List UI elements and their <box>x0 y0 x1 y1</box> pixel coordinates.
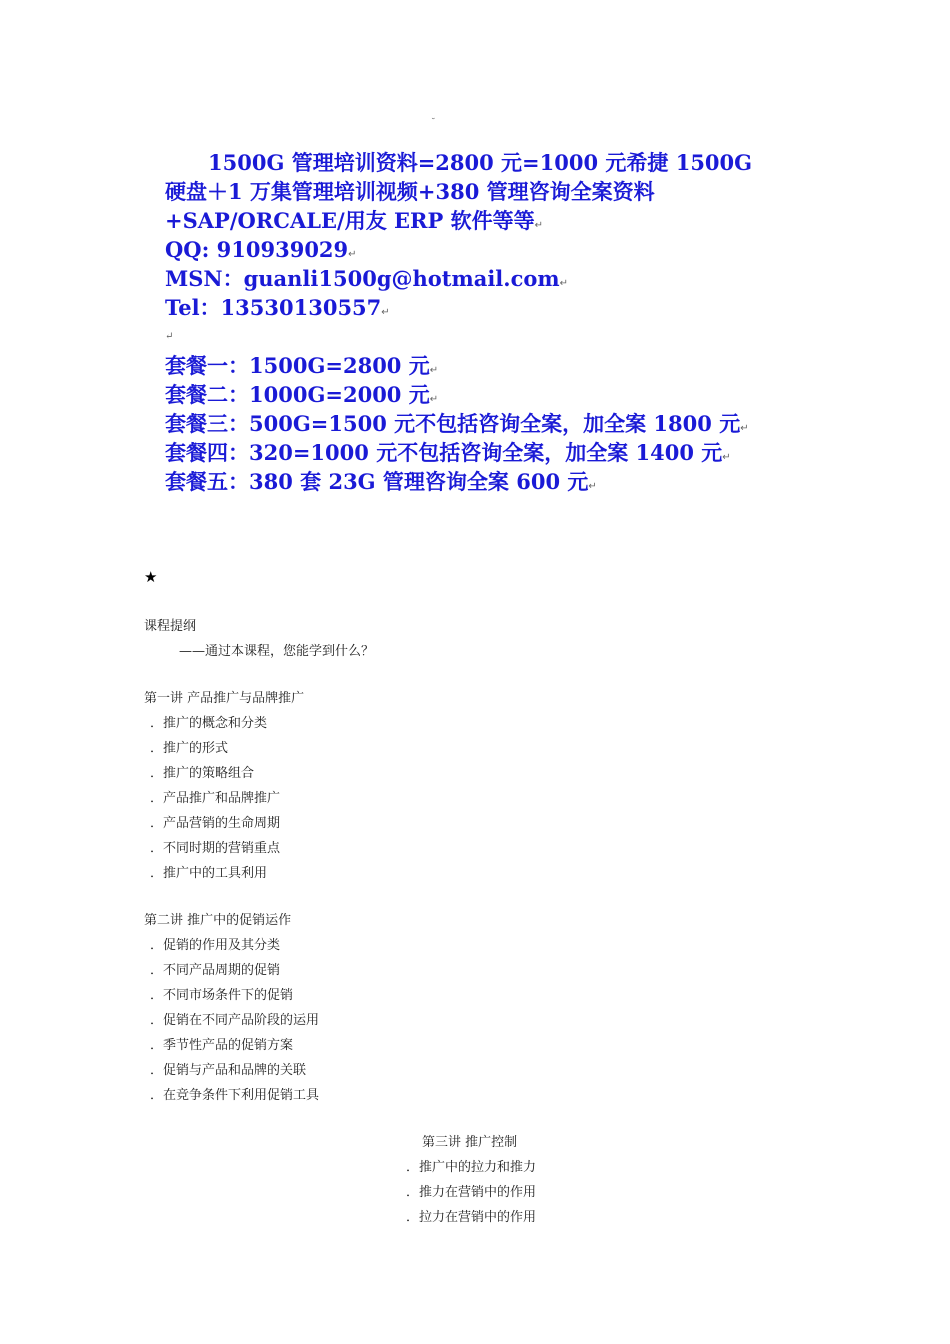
package-line <box>165 409 749 438</box>
promo-block <box>165 148 753 496</box>
qq-line <box>165 235 725 264</box>
list-item: ．推广中的拉力和推力 <box>406 1160 537 1175</box>
list-item: ．不同时期的营销重点 <box>150 841 281 856</box>
list-item: ．促销在不同产品阶段的运用 <box>150 1013 320 1028</box>
promo-line <box>165 206 725 235</box>
paragraph-mark: ↵ <box>588 481 597 492</box>
lecture-heading: 第三讲 推广控制 <box>422 1135 518 1150</box>
paragraph-mark: ↵ <box>348 249 357 260</box>
tel-text: Tel：13530130557 <box>165 295 382 320</box>
lecture-heading: 第二讲 推广中的促销运作 <box>144 913 292 928</box>
star-icon: ★ <box>144 568 158 586</box>
qq-text: QQ: 910939029 <box>165 237 349 262</box>
paragraph-mark: ↵ <box>722 452 731 463</box>
list-item: ．不同产品周期的促销 <box>150 963 281 978</box>
promo-text: +SAP/ORCALE/用友 ERP 软件等等 <box>165 208 535 233</box>
promo-text: 硬盘＋1 万集管理培训视频+380 管理咨询全案资料 <box>165 179 655 204</box>
package-text: 套餐五：380 套 23G 管理咨询全案 600 元 <box>165 469 589 494</box>
list-item: ．推广的形式 <box>150 741 229 756</box>
paragraph-mark: ↵ <box>740 423 749 434</box>
empty-paragraph <box>165 322 725 351</box>
msn-text: MSN：guanli1500g@hotmail.com <box>165 266 560 291</box>
paragraph-mark: ↵ <box>429 394 439 405</box>
promo-text: 1500G 管理培训资料=2800 元=1000 元希捷 1500G <box>208 150 753 175</box>
package-text: 套餐三：500G=1500 元不包括咨询全案，加全案 1800 元 <box>165 411 741 436</box>
package-text: 套餐一：1500G=2800 元 <box>165 353 430 378</box>
package-line <box>165 467 725 496</box>
outline-title: 课程提纲 <box>144 619 197 634</box>
outline-subtitle: ——通过本课程，您能学到什么？ <box>179 644 375 659</box>
header-mark: ˘ <box>431 118 436 128</box>
list-item: ．推力在营销中的作用 <box>406 1185 537 1200</box>
spacer <box>144 664 764 686</box>
list-item: ．推广的概念和分类 <box>150 716 268 731</box>
promo-line <box>165 148 753 177</box>
lecture-heading: 第一讲 产品推广与品牌推广 <box>144 691 305 706</box>
promo-line <box>165 177 725 206</box>
package-line <box>165 438 731 467</box>
paragraph-mark: ↵ <box>165 331 174 342</box>
list-item: ．推广中的工具利用 <box>150 866 268 881</box>
package-text: 套餐二：1000G=2000 元 <box>165 382 430 407</box>
paragraph-mark: ↵ <box>381 307 390 318</box>
spacer <box>144 1108 764 1130</box>
list-item: ．季节性产品的促销方案 <box>150 1038 294 1053</box>
package-line <box>165 380 725 409</box>
list-item: ．产品推广和品牌推广 <box>150 791 281 806</box>
course-outline <box>144 614 764 1230</box>
spacer <box>144 886 764 908</box>
msn-line <box>165 264 725 293</box>
list-item: ．拉力在营销中的作用 <box>406 1210 537 1225</box>
list-item: ．在竞争条件下利用促销工具 <box>150 1088 320 1103</box>
tel-line <box>165 293 725 322</box>
list-item: ．促销与产品和品牌的关联 <box>150 1063 307 1078</box>
paragraph-mark: ↵ <box>429 365 439 376</box>
package-text: 套餐四：320=1000 元不包括咨询全案，加全案 1400 元 <box>165 440 723 465</box>
list-item: ．产品营销的生命周期 <box>150 816 281 831</box>
paragraph-mark: ↵ <box>534 220 543 231</box>
list-item: ．促销的作用及其分类 <box>150 938 281 953</box>
paragraph-mark: ↵ <box>559 278 568 289</box>
package-line <box>165 351 725 380</box>
list-item: ．不同市场条件下的促销 <box>150 988 294 1003</box>
list-item: ．推广的策略组合 <box>150 766 255 781</box>
